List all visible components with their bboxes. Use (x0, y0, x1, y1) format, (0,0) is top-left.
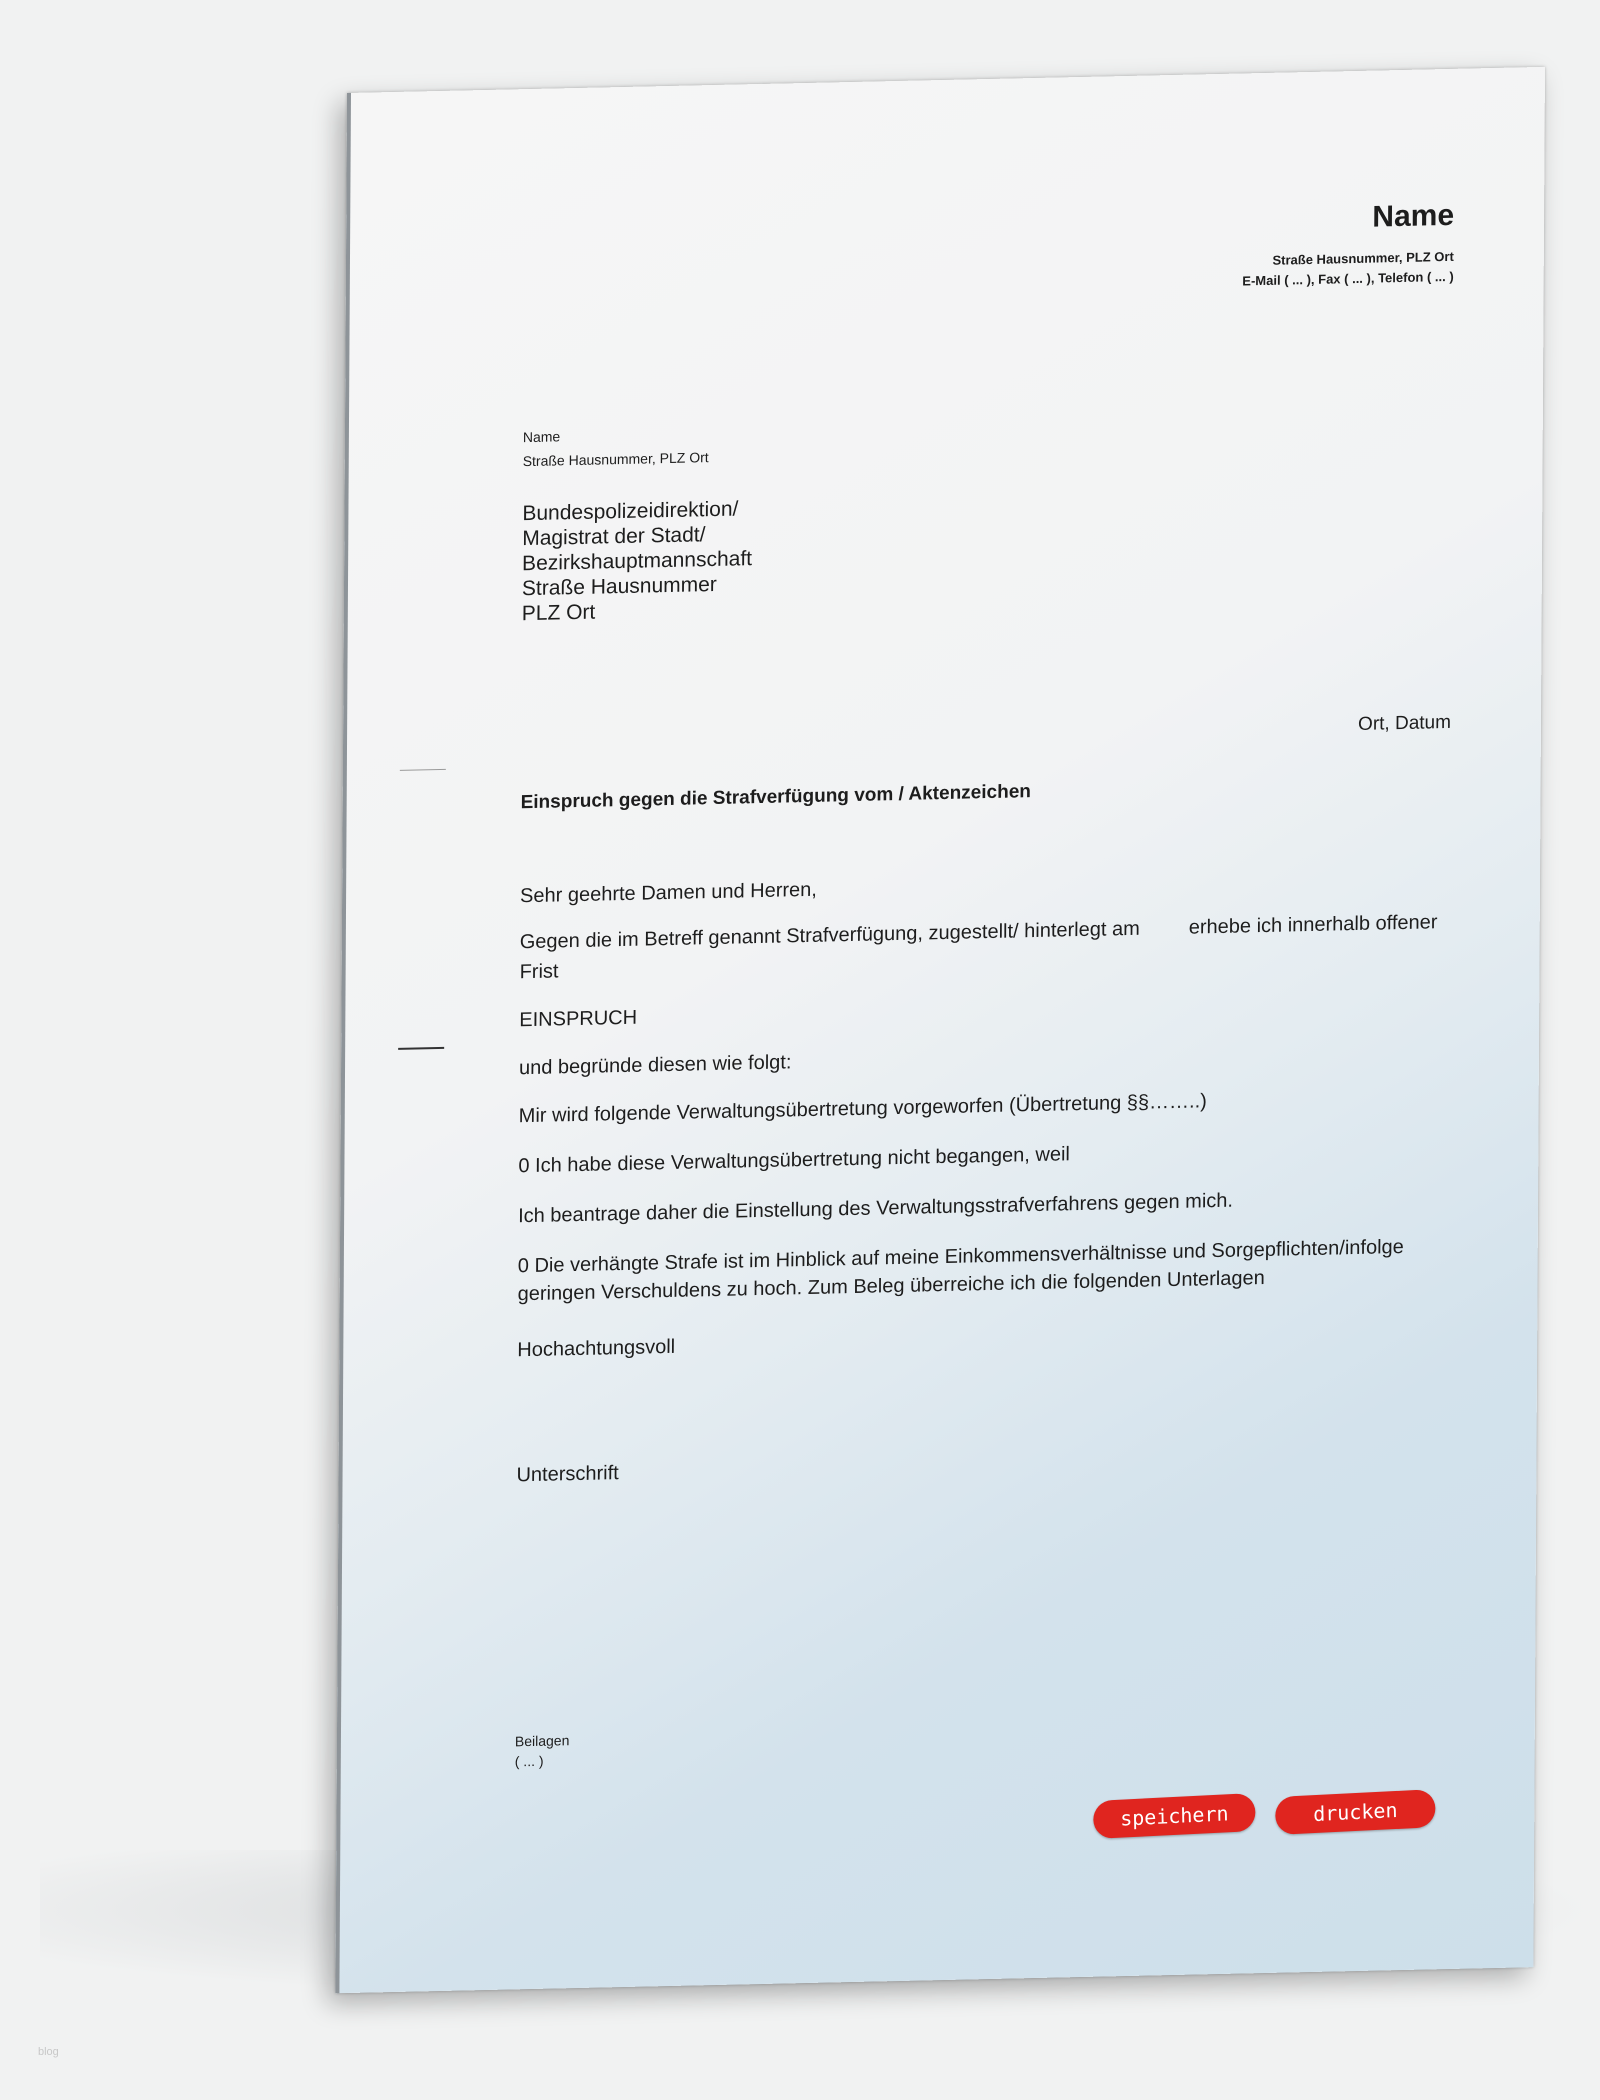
fold-mark (400, 769, 446, 771)
salutation: Sehr geehrte Damen und Herren, (519, 878, 817, 908)
vorwurf-text: Mir wird folgende Verwaltungsübertretung vorgeworfen (Übertretung §§……..) (518, 1090, 1207, 1128)
return-address-name: Name (522, 428, 561, 446)
recipient-address (522, 496, 753, 626)
place-date: Ort, Datum (1358, 711, 1452, 735)
intro-text-frist: Frist (519, 960, 559, 984)
sender-address: Straße Hausnummer, PLZ Ort (1272, 248, 1454, 268)
recipient-line: Straße Hausnummer (521, 572, 717, 601)
subject-line: Einspruch gegen die Strafverfügung vom / Aktenzeichen (520, 781, 1031, 814)
recipient-line: Bezirkshauptmannschaft (522, 547, 753, 576)
enclosures-label: Beilagen (514, 1732, 570, 1750)
enclosures-value: ( ... ) (514, 1752, 544, 1770)
sender-name: Name (1372, 198, 1455, 234)
closing: Hochachtungsvoll (517, 1335, 676, 1362)
intro-text: Gegen die im Betreff genannt Strafverfügung, zugestellt/ hinterlegt am (519, 917, 1140, 954)
print-button[interactable]: drucken (1275, 1789, 1436, 1835)
signature-placeholder: Unterschrift (516, 1462, 619, 1487)
punch-mark (398, 1047, 444, 1050)
recipient-line: Bundespolizeidirektion/ (522, 497, 739, 526)
antrag-text: Ich beantrage daher die Einstellung des Verwaltungsstrafverfahrens gegen mich. (518, 1189, 1234, 1228)
return-address-street: Straße Hausnummer, PLZ Ort (522, 449, 709, 470)
intro-text-continued: erhebe ich innerhalb offener (1188, 911, 1438, 939)
recipient-line: PLZ Ort (521, 600, 596, 626)
watermark: blog (38, 2046, 59, 2058)
option-penalty-too-high-cont: geringen Verschuldens zu hoch. Zum Beleg überreiche ich die folgenden Unterlagen (517, 1266, 1265, 1306)
option-not-committed: 0 Ich habe diese Verwaltungsübertretung nicht begangen, weil (518, 1143, 1070, 1178)
einspruch-heading: EINSPRUCH (519, 1006, 638, 1032)
option-penalty-too-high: 0 Die verhängte Strafe ist im Hinblick auf meine Einkommensverhältnisse und Sorgepflichten/infolge (517, 1235, 1404, 1278)
letter-page (335, 67, 1545, 1993)
recipient-line: Magistrat der Stadt/ (522, 523, 706, 551)
sender-contact: E-Mail ( ... ), Fax ( ... ), Telefon ( ... ) (1242, 268, 1454, 289)
save-button[interactable]: speichern (1093, 1793, 1256, 1839)
begruendung-text: und begründe diesen wie folgt: (518, 1051, 792, 1080)
